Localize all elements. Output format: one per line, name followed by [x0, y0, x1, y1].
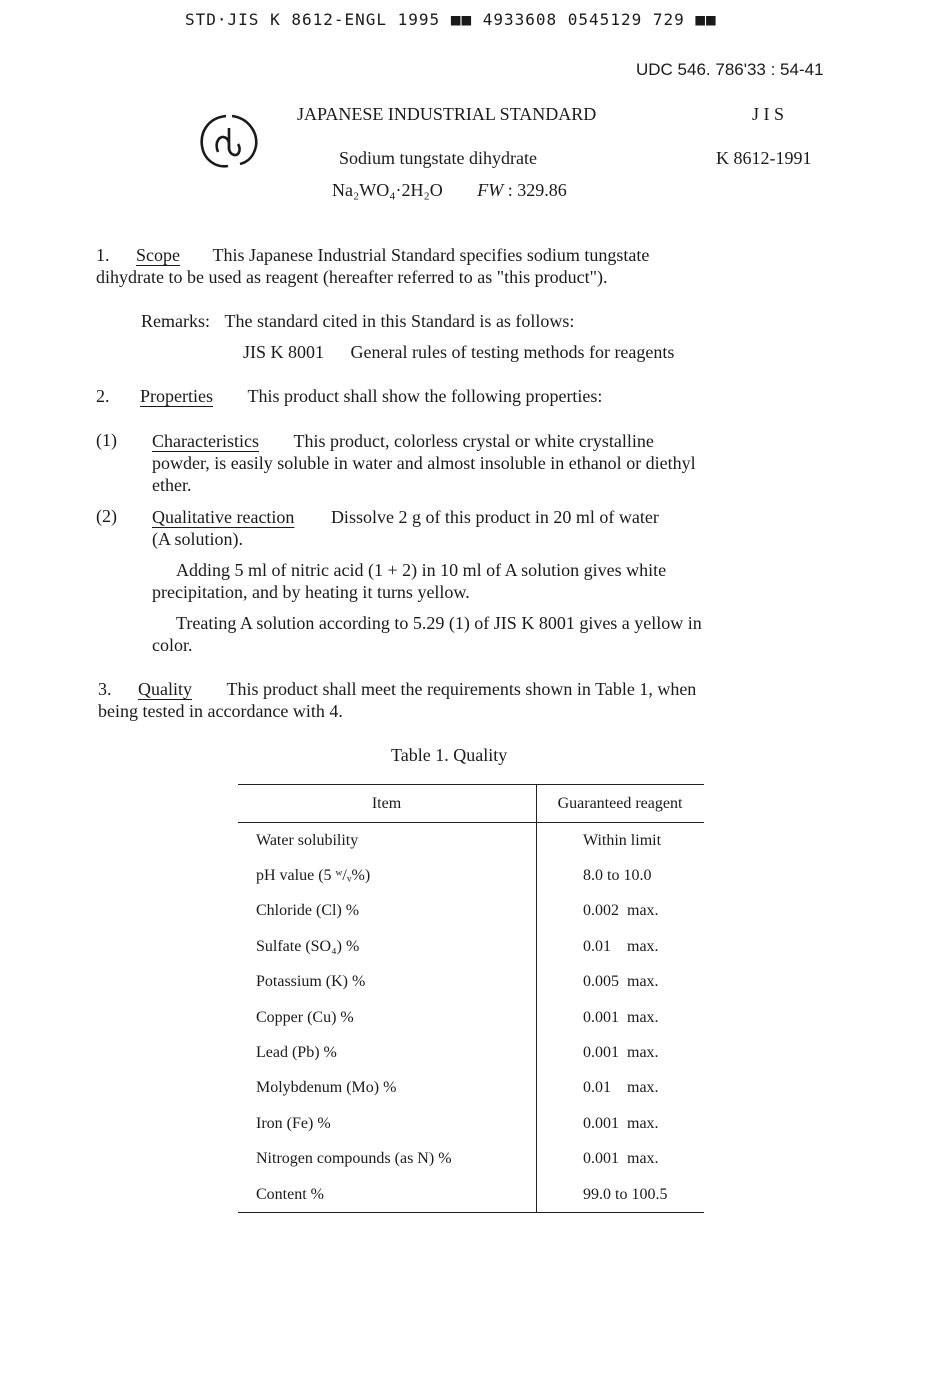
characteristics-text-2: powder, is easily soluble in water and almost insoluble in ethanol or diethyl [152, 453, 696, 473]
table-cell-item: Copper (Cu) % [238, 1000, 537, 1035]
qualitative-line-1 [152, 506, 852, 528]
table-header-reagent: Guaranteed reagent [537, 785, 705, 823]
properties-title: Properties [140, 386, 213, 406]
properties-number: 2. [96, 386, 110, 406]
quality-text-2: being tested in accordance with 4. [98, 701, 343, 721]
table-row [238, 929, 704, 964]
cited-title: General rules of testing methods for reagents [350, 342, 675, 362]
table-header-item: Item [238, 785, 537, 823]
scope-line-1 [96, 244, 856, 266]
characteristics-block [152, 430, 852, 496]
properties-heading [96, 386, 602, 407]
scope-title: Scope [136, 245, 180, 265]
table-cell-value: 0.01 max. [583, 937, 659, 955]
table-row [238, 1142, 704, 1177]
characteristics-number: (1) [96, 430, 117, 450]
table-cell-item: Molybdenum (Mo) % [238, 1071, 537, 1106]
standard-number: K 8612-1991 [716, 148, 812, 168]
jis-logo [196, 108, 262, 174]
chemical-formula-line [332, 180, 567, 201]
characteristics-text-1: This product, colorless crystal or white crystalline [293, 431, 654, 451]
qualitative-paragraph-2 [152, 612, 852, 656]
table-cell-value: 0.01 max. [583, 1079, 659, 1097]
quality-table [238, 784, 704, 1213]
table-cell-value: 0.001 max. [583, 1008, 659, 1026]
document-stamp: STD·JIS K 8612-ENGL 1995 ■■ 4933608 0545129 729 ■■ [185, 10, 717, 29]
table-cell-item: pH value (5 ʷ/ᵥ%) [238, 858, 537, 893]
jis-label: J I S [752, 104, 785, 124]
qualitative-paragraph-1 [152, 559, 852, 603]
characteristics-line-1 [152, 430, 852, 452]
table-cell-value: 99.0 to 100.5 [537, 1177, 705, 1213]
standard-title: JAPANESE INDUSTRIAL STANDARD [297, 104, 597, 124]
quality-text-1: This product shall meet the requirements shown in Table 1, when [226, 679, 697, 699]
table-caption: Table 1. Quality [391, 745, 508, 765]
properties-text: This product shall show the following properties: [247, 386, 603, 406]
table-cell-item: Iron (Fe) % [238, 1106, 537, 1141]
quality-title: Quality [138, 679, 192, 699]
qualitative-block [152, 506, 852, 550]
qualitative-para1-line-1: Adding 5 ml of nitric acid (1 + 2) in 10 ml of A solution gives white [176, 560, 667, 580]
table-row [238, 894, 704, 929]
qualitative-para1-line-2: precipitation, and by heating it turns yellow. [152, 582, 470, 602]
qualitative-number: (2) [96, 506, 117, 526]
scope-text-2: dihydrate to be used as reagent (hereafter referred to as "this product"). [96, 267, 608, 287]
qualitative-para2-line-1: Treating A solution according to 5.29 (1) of JIS K 8001 gives a yellow in [176, 613, 702, 633]
product-name: Sodium tungstate dihydrate [339, 148, 537, 168]
quality-number: 3. [98, 679, 112, 699]
table-row [238, 823, 704, 859]
qualitative-text-1: Dissolve 2 g of this product in 20 ml of water [330, 507, 659, 527]
table-cell-item: Content % [238, 1177, 537, 1213]
table-cell-item: Potassium (K) % [238, 965, 537, 1000]
qualitative-para2-line-2: color. [152, 635, 193, 655]
table-row [238, 1035, 704, 1070]
remarks-text: The standard cited in this Standard is as follows: [224, 311, 575, 331]
fw-value: : 329.86 [507, 180, 567, 200]
udc-code: UDC 546. 786'33 : 54-41 [636, 60, 824, 79]
cited-code: JIS K 8001 [243, 342, 325, 362]
characteristics-text-3: ether. [152, 475, 192, 495]
remarks-label: Remarks: [141, 311, 210, 331]
scope-number: 1. [96, 245, 110, 265]
table-cell-item: Lead (Pb) % [238, 1035, 537, 1070]
cited-standard [243, 342, 674, 363]
table-header-row [238, 785, 704, 823]
table-row [238, 1106, 704, 1141]
scope-text-1: This Japanese Industrial Standard specifies sodium tungstate [212, 245, 650, 265]
characteristics-title: Characteristics [152, 431, 259, 451]
table-cell-value: 0.001 max. [583, 1114, 659, 1132]
table-cell-value: 0.001 max. [583, 1044, 659, 1062]
quality-section [98, 678, 858, 722]
chemical-formula: Na₂WO₄·2H₂O [332, 180, 443, 200]
quality-line-1 [98, 678, 858, 700]
scope-section [96, 244, 856, 288]
table-cell-value: Within limit [583, 831, 662, 849]
table-row [238, 1071, 704, 1106]
table-row [238, 1177, 704, 1213]
table-cell-item: Sulfate (SO₄) % [238, 929, 537, 964]
table-row [238, 858, 704, 893]
table-cell-value: 0.001 max. [583, 1150, 659, 1168]
table-cell-value: 8.0 to 10.0 [583, 867, 652, 885]
qualitative-title: Qualitative reaction [152, 507, 295, 527]
table-row [238, 1000, 704, 1035]
table-cell-item: Chloride (Cl) % [238, 894, 537, 929]
table-cell-item: Water solubility [238, 823, 537, 859]
table-cell-value: 0.002 max. [583, 902, 659, 920]
table-cell-value: 0.005 max. [583, 973, 659, 991]
table-cell-item: Nitrogen compounds (as N) % [238, 1142, 537, 1177]
fw-label: FW [477, 180, 504, 200]
qualitative-text-2: (A solution). [152, 529, 244, 549]
remarks-line [141, 311, 574, 332]
table-row [238, 965, 704, 1000]
